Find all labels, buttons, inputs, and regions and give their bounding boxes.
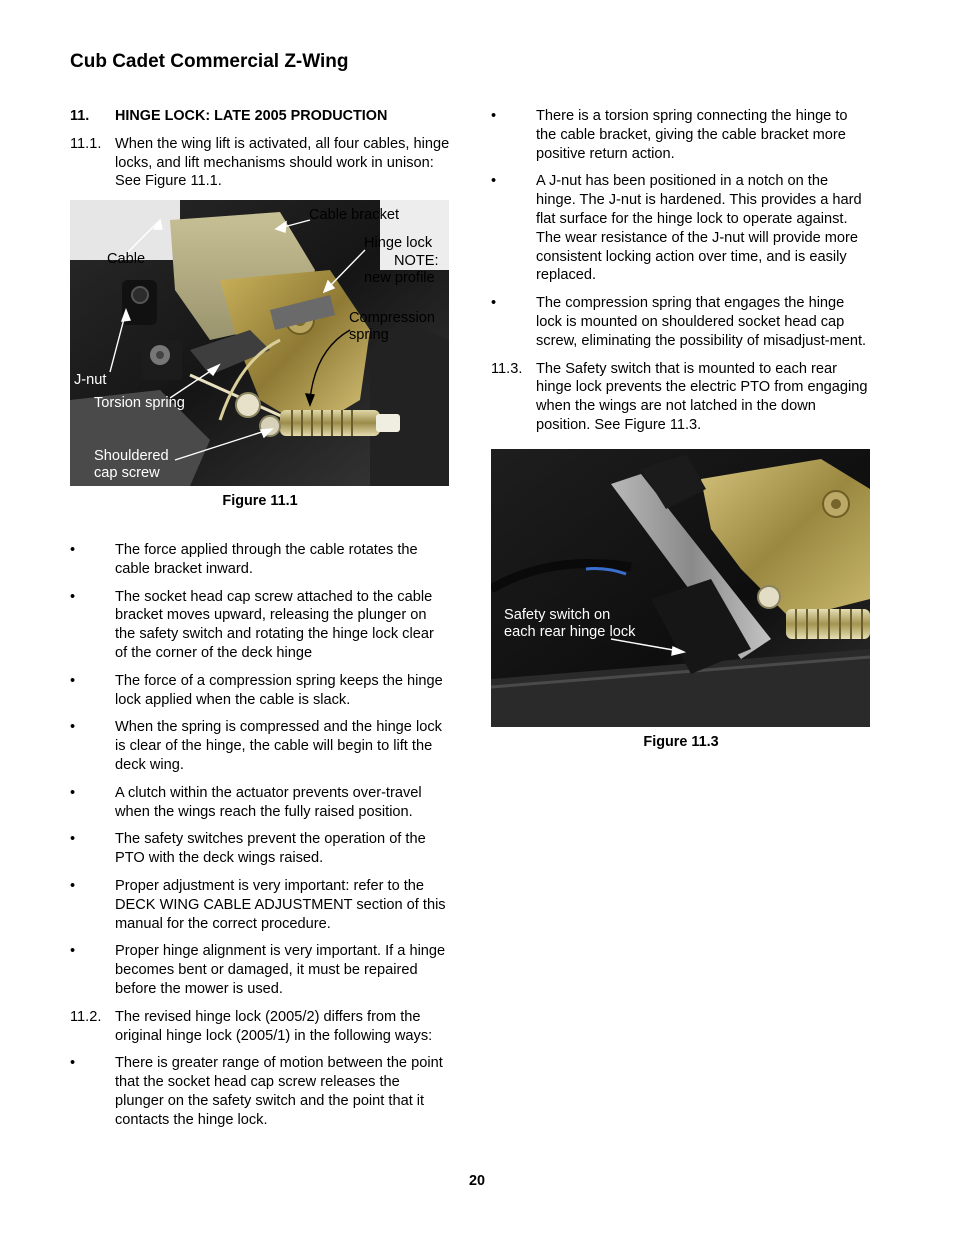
bullet: • [70, 784, 76, 801]
bullet: • [70, 719, 76, 736]
paragraph-number: 11.1. [70, 135, 102, 152]
list-item [491, 294, 871, 350]
bullet: • [70, 877, 76, 894]
bullet: • [70, 672, 76, 689]
list-item-text: A J-nut has been positioned in a notch on the hinge. The J-nut is hardened. This provides a hard flat surface for the hinge lock to operate against. The wear resistance of the J-nut will provide more consistent locking action over time, and is easily replaced. [536, 173, 862, 284]
section-title: HINGE LOCK: LATE 2005 PRODUCTION [115, 108, 388, 124]
label-safety-switch-line1: Safety switch on [504, 606, 611, 623]
label-jnut: J-nut [74, 372, 107, 389]
bullet: • [491, 295, 497, 312]
label-note: NOTE: [394, 253, 439, 270]
bullet: • [70, 943, 76, 960]
paragraph-number: 11.2. [70, 1008, 102, 1025]
bullet: • [70, 1055, 76, 1072]
figure-11-1-caption: Figure 11.1 [222, 493, 298, 510]
list-item [491, 172, 871, 285]
label-compression: Compression [349, 310, 435, 327]
paragraph-text: When the wing lift is activated, all four cables, hinge locks, and lift mechanisms should work in unison: See Figure 11.1. [115, 135, 450, 190]
left-column [70, 107, 450, 1139]
label-cable: Cable [107, 251, 146, 268]
page-header-title: Cub Cadet Commercial Z-Wing [70, 51, 349, 72]
label-hinge-lock: Hinge lock [364, 235, 433, 252]
label-cap-screw: cap screw [94, 465, 160, 482]
label-new-profile: new profile [364, 270, 435, 287]
page-number: 20 [468, 1173, 485, 1189]
bullet: • [70, 588, 76, 605]
paragraph-11-2 [70, 1008, 450, 1046]
figure-11-3-photo [491, 449, 870, 727]
list-item-text: The socket head cap screw attached to the cable bracket moves upward, releasing the plunger on the safety switch and rotating the hinge lock clear of the corner of the deck hinge [115, 588, 434, 661]
list-item [70, 718, 450, 774]
list-item-text: There is greater range of motion between the point that the socket head cap screw releases the plunger on the safety switch and the point that it contacts the hinge lock. [115, 1055, 443, 1128]
bullet: • [70, 831, 76, 848]
bullet: • [70, 541, 76, 558]
bullet: • [491, 173, 497, 190]
label-shouldered: Shouldered [94, 448, 169, 465]
list-item-text: A clutch within the actuator prevents over-travel when the wings reach the fully raised position. [115, 784, 422, 820]
label-spring: spring [349, 327, 389, 344]
paragraph-text: The revised hinge lock (2005/2) differs from the original hinge lock (2005/1) in the following ways: [115, 1008, 433, 1044]
list-item [70, 672, 450, 710]
list-item [70, 784, 450, 822]
bullet: • [491, 108, 497, 124]
label-torsion-spring: Torsion spring [94, 395, 185, 412]
figure-11-1-photo [70, 200, 449, 486]
list-item-text: The compression spring that engages the hinge lock is mounted on shouldered socket head cap screw, eliminating the possibility of misadjust-ment. [536, 295, 867, 349]
list-item-text: Proper adjustment is very important: refer to the DECK WING CABLE ADJUSTMENT section of this manual for the correct procedure. [115, 877, 446, 932]
safety-switch-photo [491, 449, 870, 727]
right-column [491, 107, 871, 752]
list-item [70, 588, 450, 663]
paragraph-11-1 [70, 135, 450, 191]
list-item-text: The force of a compression spring keeps the hinge lock applied when the cable is slack. [115, 672, 443, 708]
list-item [70, 942, 450, 998]
label-cable-bracket: Cable bracket [309, 207, 400, 224]
paragraph-number: 11.3. [491, 360, 523, 377]
paragraph-text: The Safety switch that is mounted to each rear hinge lock prevents the electric PTO from engaging when the wings are not latched in the down position. See Figure 11.3. [536, 360, 868, 433]
list-item-text: The safety switches prevent the operation of the PTO with the deck wings raised. [115, 831, 426, 867]
list-item-text: When the spring is compressed and the hinge lock is clear of the hinge, the cable will begin to lift the deck wing. [115, 719, 442, 773]
list-item [70, 541, 450, 579]
list-item-text: The force applied through the cable rotates the cable bracket inward. [115, 541, 418, 577]
list-item [491, 107, 871, 163]
label-safety-switch-line2: each rear hinge lock [504, 623, 636, 640]
paragraph-11-3 [491, 360, 871, 435]
list-item [70, 1054, 450, 1129]
list-item-text: Proper hinge alignment is very important. If a hinge becomes bent or damaged, it must be repaired before the mower is used. [115, 943, 446, 997]
list-item [70, 830, 450, 868]
section-heading [70, 107, 450, 126]
list-item [70, 877, 450, 933]
section-number: 11. [70, 108, 90, 124]
figure-11-3-caption: Figure 11.3 [643, 733, 719, 750]
list-item-text: There is a torsion spring connecting the hinge to the cable bracket, giving the cable bracket more positive return action. [536, 108, 848, 162]
